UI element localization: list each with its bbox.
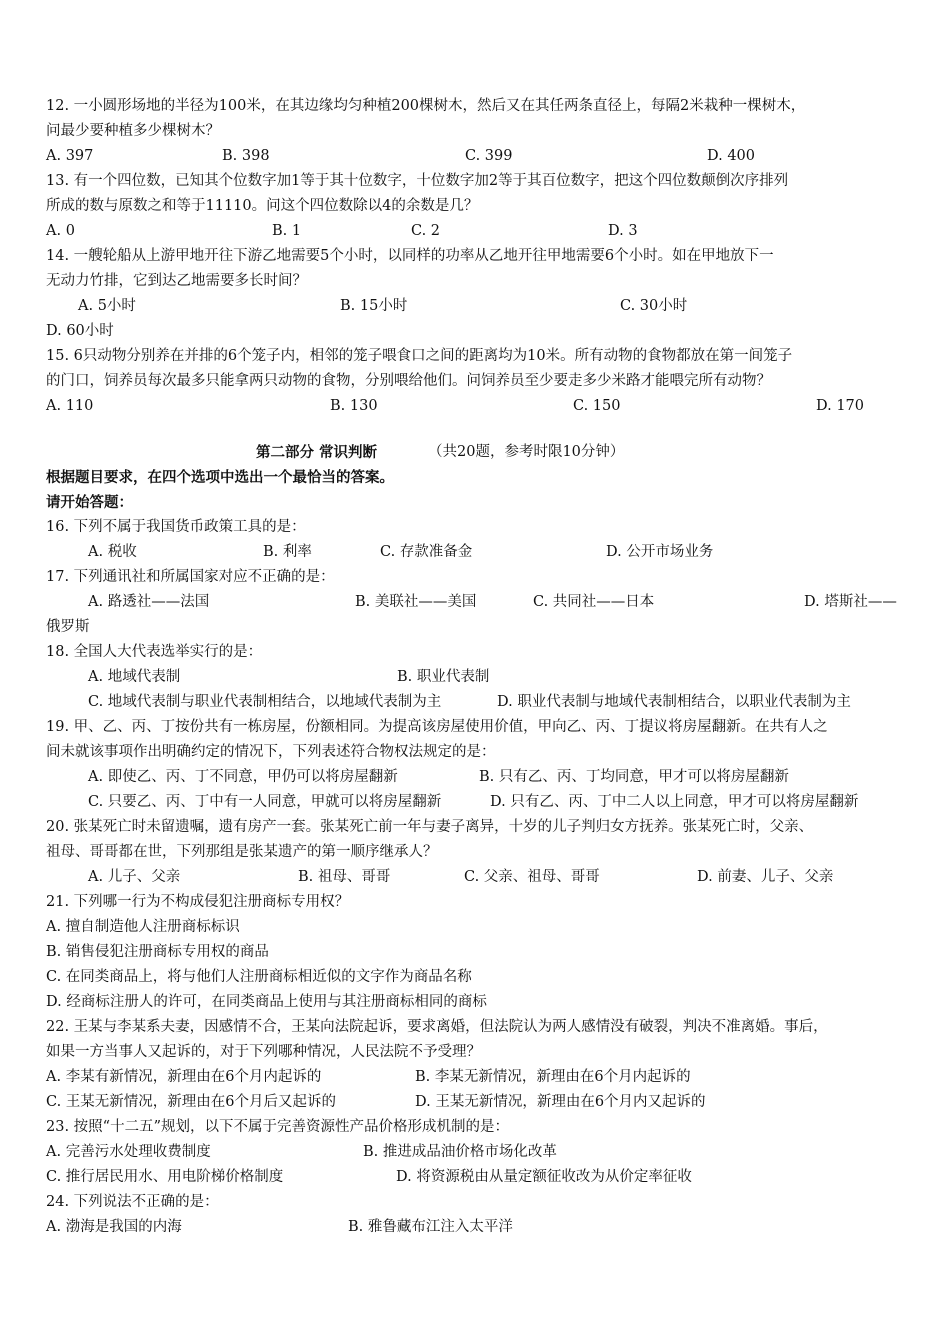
option-d[interactable]: D. 公开市场业务 xyxy=(606,544,714,560)
option-b[interactable]: B. 130 xyxy=(330,398,378,414)
option-c[interactable]: C. 在同类商品上，将与他们人注册商标相近似的文字作为商品名称 xyxy=(46,969,472,985)
option-c[interactable]: C. 只要乙、丙、丁中有一人同意，甲就可以将房屋翻新 xyxy=(88,794,442,810)
section-note: （共20题，参考时限10分钟） xyxy=(428,444,625,460)
option-b[interactable]: B. 推进成品油价格市场化改革 xyxy=(363,1144,557,1160)
exam-page: 12. 一小圆形场地的半径为100米，在其边缘均匀种植200棵树木，然后又在其任两条直径上，每隔2米栽种一棵树木， 问最少要种植多少棵树木？ A. 397 B. 398 C. 399 D. 400 13. 有一个四位数，已知其个位数字加1等于其十位数字，十位数字加2等于其百位数字，把这个四位数颠倒次序排列 所成的数与原数之和等于11110。问这个四位数除以4的余数是几？ A. 0 B. 1 C. 2 D. 3 14. 一艘轮船从上游甲地开往下游乙地需要5个小时，以同样的功率从乙地开往甲地需要6个小时。如在甲地放下一 无动力竹排，它到达乙地需要多长时间？ A. 5小时 B. 15小时 C. 30小时 D. 60小时 15. 6只动物分别养在并排的6个笼子内，相邻的笼子喂食口之间的距离均为10米。所有动物的食物都放在第一间笼子 的门口，饲养员每次最多只能拿两只动物的食物，分别喂给他们。问饲养员至少要走多少米路才能喂完所有动物？ A. 110 B. 130 C. 150 D. 170 第二部分 常识判断 （共20题，参考时限10分钟） 根据题目要求，在四个选项中选出一个最恰当的答案。 请开始答题： 16. 下列不属于我国货币政策工具的是： A. 税收 B. 利率 C. 存款准备金 D. 公开市场业务 17. 下列通讯社和所属国家对应不正确的是： A. 路透社——法国 B. 美联社——美国 C. 共同社——日本 D. 塔斯社—— 俄罗斯 18. 全国人大代表选举实行的是： A. 地域代表制 B. 职业代表制 C. 地域代表制与职业代表制相结合，以地域代表制为主 D. 职业代表制与地域代表制相结合，以职业代表制为主 19. 甲、乙、丙、丁按份共有一栋房屋，份额相同。为提高该房屋使用价值，甲向乙、丙、丁提议将房屋翻新。在共有人之 间未就该事项作出明确约定的情况下，下列表述符合物权法规定的是： A. 即使乙、丙、丁不同意，甲仍可以将房屋翻新 B. 只有乙、丙、丁均同意，甲才可以将房屋翻新 C. 只要乙、丙、丁中有一人同意，甲就可以将房屋翻新 D. 只有乙、丙、丁中二人以上同意，甲才可以将房屋翻新 20. 张某死亡时未留遗嘱，遗有房产一套。张某死亡前一年与妻子离异，十岁的儿子判归女方抚养。张某死亡时，父亲、 祖母、哥哥都在世，下列那组是张某遗产的第一顺序继承人？ A. 儿子、父亲 B. 祖母、哥哥 C. 父亲、祖母、哥哥 D. 前妻、儿子、父亲 21. 下列哪一行为不构成侵犯注册商标专用权？ A. 擅自制造他人注册商标标识 B. 销售侵犯注册商标专用权的商品 C. 在同类商品上，将与他们人注册商标相近似的文字作为商品名称 D. 经商标注册人的许可，在同类商品上使用与其注册商标相同的商标 22. 王某与李某系夫妻，因感情不合，王某向法院起诉，要求离婚，但法院认为两人感情没有破裂，判决不准离婚。事后， 如果一方当事人又起诉的，对于下列哪种情况，人民法院不予受理？ A. 李某有新情况，新理由在6个月内起诉的 B. 李某无新情况，新理由在6个月内起诉的 C. 王某无新情况，新理由在6个月后又起诉的 D. 王某无新情况，新理由在6个月内又起诉的 23. 按照“十二五”规划，以下不属于完善资源性产品价格形成机制的是： A. 完善污水处理收费制度 B. 推进成品油价格市场化改革 C. 推行居民用水、用电阶梯价格制度 D. 将资源税由从量定额征收改为从价定率征收 24. 下列说法不正确的是： A. 渤海是我国的内海 B. 雅鲁藏布江注入太平洋 xyxy=(0,0,950,1344)
option-a[interactable]: A. 地域代表制 xyxy=(88,669,181,685)
option-d[interactable]: D. 3 xyxy=(608,223,638,239)
option-c[interactable]: C. 共同社——日本 xyxy=(533,594,655,610)
option-d[interactable]: D. 前妻、儿子、父亲 xyxy=(697,869,834,885)
option-a[interactable]: A. 渤海是我国的内海 xyxy=(46,1219,182,1235)
option-a[interactable]: A. 5小时 xyxy=(78,298,136,314)
option-c[interactable]: C. 399 xyxy=(465,148,513,164)
option-d[interactable]: D. 170 xyxy=(816,398,865,414)
option-b[interactable]: B. 只有乙、丙、丁均同意，甲才可以将房屋翻新 xyxy=(479,769,789,785)
option-b[interactable]: B. 1 xyxy=(272,223,302,239)
option-a[interactable]: A. 110 xyxy=(46,398,94,414)
option-c[interactable]: C. 推行居民用水、用电阶梯价格制度 xyxy=(46,1169,284,1185)
option-d[interactable]: D. 400 xyxy=(707,148,756,164)
option-c[interactable]: C. 150 xyxy=(573,398,621,414)
option-a[interactable]: A. 儿子、父亲 xyxy=(88,869,181,885)
option-d[interactable]: D. 将资源税由从量定额征收改为从价定率征收 xyxy=(396,1169,692,1185)
option-b[interactable]: B. 李某无新情况，新理由在6个月内起诉的 xyxy=(415,1069,691,1085)
option-a[interactable]: A. 擅自制造他人注册商标标识 xyxy=(46,919,240,935)
option-d[interactable]: D. 塔斯社—— xyxy=(804,594,897,610)
option-c[interactable]: C. 王某无新情况，新理由在6个月后又起诉的 xyxy=(46,1094,337,1110)
option-b[interactable]: B. 美联社——美国 xyxy=(355,594,477,610)
option-a[interactable]: A. 李某有新情况，新理由在6个月内起诉的 xyxy=(46,1069,322,1085)
option-b[interactable]: B. 销售侵犯注册商标专用权的商品 xyxy=(46,944,269,960)
option-a[interactable]: A. 0 xyxy=(46,223,75,239)
option-a[interactable]: A. 路透社——法国 xyxy=(88,594,210,610)
option-a[interactable]: A. 即使乙、丙、丁不同意，甲仍可以将房屋翻新 xyxy=(88,769,398,785)
option-b[interactable]: B. 398 xyxy=(222,148,270,164)
option-a[interactable]: A. 完善污水处理收费制度 xyxy=(46,1144,211,1160)
option-c[interactable]: C. 地域代表制与职业代表制相结合，以地域代表制为主 xyxy=(88,694,442,710)
option-a[interactable]: A. 税收 xyxy=(88,544,137,560)
option-b[interactable]: B. 15小时 xyxy=(340,298,408,314)
option-c[interactable]: C. 存款准备金 xyxy=(380,544,473,560)
option-c[interactable]: C. 30小时 xyxy=(620,298,688,314)
option-d-cont: 俄罗斯 xyxy=(46,619,90,635)
option-b[interactable]: B. 职业代表制 xyxy=(397,669,490,685)
option-c[interactable]: C. 父亲、祖母、哥哥 xyxy=(464,869,600,885)
option-d[interactable]: D. 经商标注册人的许可，在同类商品上使用与其注册商标相同的商标 xyxy=(46,994,487,1010)
option-d[interactable]: D. 只有乙、丙、丁中二人以上同意，甲才可以将房屋翻新 xyxy=(490,794,859,810)
option-d[interactable]: D. 60小时 xyxy=(46,323,114,339)
option-b[interactable]: B. 祖母、哥哥 xyxy=(298,869,391,885)
option-b[interactable]: B. 雅鲁藏布江注入太平洋 xyxy=(348,1219,513,1235)
option-a[interactable]: A. 397 xyxy=(46,148,94,164)
option-b[interactable]: B. 利率 xyxy=(263,544,312,560)
option-d[interactable]: D. 王某无新情况，新理由在6个月内又起诉的 xyxy=(415,1094,706,1110)
option-c[interactable]: C. 2 xyxy=(411,223,441,239)
option-d[interactable]: D. 职业代表制与地域代表制相结合，以职业代表制为主 xyxy=(497,694,851,710)
